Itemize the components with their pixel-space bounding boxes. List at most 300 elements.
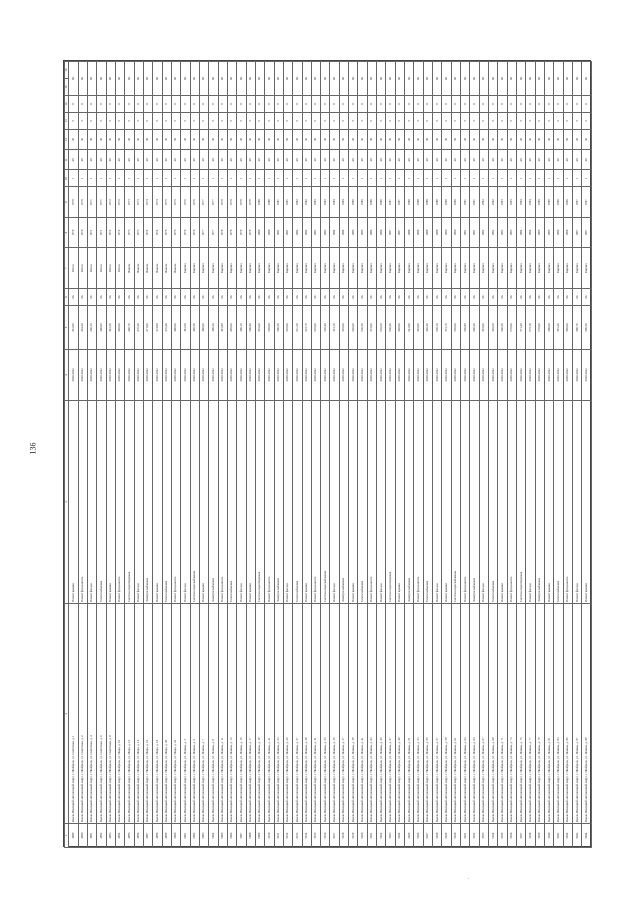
cell-ka: 66 [517,289,526,306]
cell-c4: 5 [209,112,218,129]
cell-y2: 1990 [442,187,451,217]
cell-y2: 1994 [517,187,526,217]
table-row [69,62,78,848]
cell-c4: 5 [274,112,283,129]
cell-c6: 60 [377,62,386,96]
cell-y1: 1972 [115,217,124,247]
table-body [69,62,592,848]
cell-cost: 491,80 [218,305,227,349]
cell-mat: Бетон [115,248,124,289]
cell-c3: 30 [171,129,180,149]
cell-c1: 1 [377,170,386,187]
cell-y1: 1995 [545,217,554,247]
cell-ka: 66 [535,289,544,306]
cell-addr: Ямало-Ненецкий автономный округ, г. Ноябрьск, ул. Ленина, д. 37 [339,604,348,824]
cell-cost: 500,40 [246,305,255,349]
cell-no: 5034 [489,824,498,848]
cell-ka: 66 [367,289,376,306]
table-row [573,62,582,848]
cell-work: Ремонт крыши [395,400,404,603]
cell-c3: 30 [293,129,302,149]
cell-addr: Ямало-Ненецкий автономный округ, г. Ноябрьск, ул. Ленина, д. 47 [386,604,395,824]
cell-c4: 5 [283,112,292,129]
cell-c3: 30 [69,129,78,149]
cell-c6: 60 [535,62,544,96]
cell-c1: 1 [395,170,404,187]
cell-c6: 60 [115,62,124,96]
cell-c4: 5 [517,112,526,129]
cell-c2: 40 [349,150,358,170]
cell-c5: 0 [451,96,460,113]
cell-mat: Кирпич [199,248,208,289]
cell-mat: Кирпич [461,248,470,289]
cell-mat: Кирпич [377,248,386,289]
cell-c4: 5 [330,112,339,129]
cell-c5: 0 [199,96,208,113]
cell-no: 5033 [479,824,488,848]
cell-addr: Ямало-Ненецкий автономный округ, г. Ноябрьск, ул. Мира, д. 16 [143,604,152,824]
cell-c5: 0 [190,96,199,113]
cell-addr: Ямало-Ненецкий автономный округ, г. Ноябрьск, ул. Ленина, д. 15 [237,604,246,824]
cell-c4: 5 [125,112,134,129]
cell-c2: 40 [218,150,227,170]
cell-period: 2020-2022 [423,350,432,401]
table-row [181,62,190,848]
bottom-mark: . [468,876,470,881]
cell-cost: 521,10 [330,305,339,349]
cell-addr: Ямало-Ненецкий автономный округ, г. Ноябрьск, ул. Ленина, д. 77 [526,604,535,824]
table-row [97,62,106,848]
cell-c5: 0 [414,96,423,113]
cell-mat: Бетон [87,248,96,289]
cell-no: 5024 [395,824,404,848]
cell-ka: 66 [395,289,404,306]
cell-c4: 5 [377,112,386,129]
cell-addr: Ямало-Ненецкий автономный округ, г. Ноябрьск, ул. Ленина, д. 85 [563,604,572,824]
cell-period: 2020-2022 [367,350,376,401]
table-row [339,62,348,848]
cell-c6: 60 [545,62,554,96]
cell-y1: 1992 [489,217,498,247]
cell-cost: 520,40 [321,305,330,349]
cell-y1: 1976 [190,217,199,247]
cell-c5: 0 [442,96,451,113]
cell-c5: 0 [293,96,302,113]
cell-y2: 1990 [451,187,460,217]
cell-c5: 0 [545,96,554,113]
table-row [414,62,423,848]
cell-c6: 60 [209,62,218,96]
cell-c2: 40 [171,150,180,170]
cell-cost: 550,10 [433,305,442,349]
cell-c1: 1 [451,170,460,187]
header-col-number: 13 [65,112,69,129]
cell-y1: 1979 [237,217,246,247]
cell-no: 5017 [330,824,339,848]
cell-c3: 30 [395,129,404,149]
cell-c2: 40 [554,150,563,170]
cell-c4: 5 [526,112,535,129]
table-row [255,62,264,848]
cell-work: Ремонт крыши [302,400,311,603]
cell-c4: 5 [535,112,544,129]
cell-c2: 40 [134,150,143,170]
cell-y1: 1997 [573,217,582,247]
cell-c1: 1 [255,170,264,187]
cell-ka: 66 [199,289,208,306]
cell-ka: 66 [405,289,414,306]
cell-c1: 1 [311,170,320,187]
cell-ka: 66 [227,289,236,306]
cell-mat: Бетон [97,248,106,289]
cell-work: Теплоснабжение [227,400,236,603]
cell-c2: 40 [461,150,470,170]
cell-work: Ремонт фасада [377,400,386,603]
cell-y2: 1992 [479,187,488,217]
cell-y2: 1986 [377,187,386,217]
cell-no: 5028 [433,824,442,848]
cell-c1: 1 [143,170,152,187]
cell-cost: 510,00 [283,305,292,349]
cell-c4: 5 [386,112,395,129]
cell-y2: 1982 [293,187,302,217]
table-row [377,62,386,848]
cell-c3: 30 [246,129,255,149]
cell-c4: 5 [162,112,171,129]
cell-c5: 0 [162,96,171,113]
cell-cost: 454,20 [78,305,87,349]
cell-mat: Кирпич [423,248,432,289]
cell-y1: 1973 [125,217,134,247]
cell-no: 4999 [162,824,171,848]
cell-period: 2020-2022 [106,350,115,401]
cell-no: 5042 [563,824,572,848]
cell-c5: 0 [498,96,507,113]
cell-ka: 66 [153,289,162,306]
cell-c1: 1 [517,170,526,187]
cell-mat: Кирпич [489,248,498,289]
cell-y2: 1981 [283,187,292,217]
cell-work: Ремонт фасада [283,400,292,603]
cell-mat: Кирпич [573,248,582,289]
cell-y2: 1991 [470,187,479,217]
cell-period: 2020-2022 [87,350,96,401]
cell-c4: 5 [563,112,572,129]
cell-c6: 60 [358,62,367,96]
cell-addr: Ямало-Ненецкий автономный округ, г. Ноябрьск, ул. Ленина, д. 45 [377,604,386,824]
cell-period: 2020-2022 [209,350,218,401]
cell-c5: 0 [265,96,274,113]
cell-c1: 1 [489,170,498,187]
table-row [489,62,498,848]
cell-c3: 30 [573,129,582,149]
cell-y2: 1977 [199,187,208,217]
cell-cost: 460,00 [97,305,106,349]
cell-c5: 0 [237,96,246,113]
table-row [237,62,246,848]
rotated-table-container [64,61,592,848]
cell-c2: 40 [246,150,255,170]
cell-ka: 66 [470,289,479,306]
cell-c1: 1 [69,170,78,187]
cell-c3: 30 [97,129,106,149]
cell-mat: Кирпич [330,248,339,289]
cell-c6: 60 [87,62,96,96]
cell-work: Ремонт крыши [69,400,78,603]
cell-c2: 40 [153,150,162,170]
cell-c1: 1 [442,170,451,187]
cell-work: Электроснабжение [405,400,414,603]
table-row [199,62,208,848]
cell-c2: 40 [395,150,404,170]
cell-y1: 1997 [582,217,592,247]
cell-c2: 40 [517,150,526,170]
cell-y1: 1978 [227,217,236,247]
cell-y1: 1984 [339,217,348,247]
cell-c6: 60 [423,62,432,96]
cell-c4: 5 [227,112,236,129]
cell-c3: 30 [554,129,563,149]
cell-no: 4991 [87,824,96,848]
cell-c1: 1 [470,170,479,187]
cell-ka: 66 [143,289,152,306]
cell-c2: 40 [582,150,592,170]
cell-c1: 1 [209,170,218,187]
cell-c5: 0 [209,96,218,113]
cell-period: 2020-2022 [321,350,330,401]
cell-c3: 30 [563,129,572,149]
cell-c1: 1 [582,170,592,187]
cell-cost: 566,30 [498,305,507,349]
cell-c6: 60 [414,62,423,96]
cell-c1: 1 [479,170,488,187]
cell-c3: 30 [115,129,124,149]
cell-c1: 1 [461,170,470,187]
table-row [554,62,563,848]
cell-period: 2020-2022 [451,350,460,401]
cell-y1: 1996 [563,217,572,247]
cell-work: Ремонт фасада [87,400,96,603]
cell-no: 5009 [255,824,264,848]
cell-y2: 1970 [69,187,78,217]
cell-period: 2020-2022 [69,350,78,401]
cell-no: 5026 [414,824,423,848]
cell-addr: Ямало-Ненецкий автономный округ, г. Ноябрьск, ул. Ленина, д. 23 [274,604,283,824]
cell-mat: Кирпич [535,248,544,289]
cell-y2: 1971 [97,187,106,217]
cell-c4: 5 [106,112,115,129]
cell-addr: Ямало-Ненецкий автономный округ, г. Ноябрьск, ул. Ленина, д. 71 [498,604,507,824]
cell-work: Система водоснабжения [190,400,199,603]
cell-y2: 1987 [395,187,404,217]
cell-c3: 30 [517,129,526,149]
cell-ka: 66 [423,289,432,306]
cell-no: 5007 [237,824,246,848]
cell-no: 5002 [190,824,199,848]
cell-work: Система водоснабжения [451,400,460,603]
cell-c4: 5 [78,112,87,129]
cell-c4: 5 [405,112,414,129]
table-row [125,62,134,848]
cell-ka: 66 [498,289,507,306]
cell-y2: 1975 [162,187,171,217]
cell-c6: 60 [517,62,526,96]
cell-c5: 0 [479,96,488,113]
cell-addr: Ямало-Ненецкий автономный округ, г. Ноябрьск, ул. Ленина, д. 25 [283,604,292,824]
cell-c5: 0 [255,96,264,113]
cell-c3: 30 [489,129,498,149]
cell-work: Ремонт крыши [199,400,208,603]
cell-cost: 555,00 [451,305,460,349]
cell-c5: 0 [87,96,96,113]
cell-y2: 1970 [78,187,87,217]
cell-c6: 60 [573,62,582,96]
register-sheet [63,60,591,847]
table-row [153,62,162,848]
cell-y2: 1997 [573,187,582,217]
cell-no: 5041 [554,824,563,848]
cell-c3: 30 [545,129,554,149]
cell-y1: 1974 [143,217,152,247]
cell-no: 5010 [265,824,274,848]
cell-c1: 1 [405,170,414,187]
cell-c2: 40 [489,150,498,170]
cell-y2: 1972 [106,187,115,217]
cell-y1: 1991 [470,217,479,247]
cell-c4: 5 [143,112,152,129]
cell-addr: Ямало-Ненецкий автономный округ, г. Ноябрьск, ул. Ленина, д. 5 [190,604,199,824]
cell-mat: Кирпич [237,248,246,289]
cell-c2: 40 [255,150,264,170]
cell-mat: Кирпич [582,248,592,289]
cell-addr: Ямало-Ненецкий автономный округ, г. Ноябрьск, ул. Ленина, д. 73 [507,604,516,824]
cell-c3: 30 [358,129,367,149]
cell-y2: 1979 [237,187,246,217]
cell-c6: 60 [386,62,395,96]
page-number: 136 [28,442,38,455]
table-row [395,62,404,848]
cell-c5: 0 [171,96,180,113]
cell-c5: 0 [489,96,498,113]
cell-period: 2020-2022 [489,350,498,401]
cell-period: 2020-2022 [274,350,283,401]
cell-cost: 551,70 [442,305,451,349]
cell-y1: 1982 [293,217,302,247]
cell-c6: 60 [153,62,162,96]
cell-addr: Ямало-Ненецкий автономный округ, г. Ноябрьск, ул. Ленина, д. 57 [433,604,442,824]
cell-c1: 1 [349,170,358,187]
cell-mat: Кирпич [526,248,535,289]
cell-ka: 66 [339,289,348,306]
cell-c1: 1 [218,170,227,187]
cell-c3: 30 [377,129,386,149]
cell-cost: 505,00 [265,305,274,349]
cell-work: Теплоснабжение [489,400,498,603]
table-row [283,62,292,848]
cell-c1: 1 [330,170,339,187]
cell-ka: 66 [162,289,171,306]
header-col-number: 11 [65,150,69,170]
cell-c5: 0 [507,96,516,113]
cell-addr: Ямало-Ненецкий автономный округ, г. Ноябрьск, ул. Ленина, д. 13 [227,604,236,824]
header-col-number: 10 [65,170,69,187]
table-row [274,62,283,848]
cell-work: Ремонт крыши [246,400,255,603]
cell-c2: 40 [209,150,218,170]
cell-c6: 60 [218,62,227,96]
cell-period: 2020-2022 [442,350,451,401]
table-row [367,62,376,848]
cell-cost: 581,20 [554,305,563,349]
cell-work: Система водоотведения [255,400,264,603]
cell-c4: 5 [69,112,78,129]
cell-c4: 5 [470,112,479,129]
cell-mat: Панель [153,248,162,289]
header-col-number: 6 [65,289,69,306]
cell-c2: 40 [377,150,386,170]
cell-work: Ремонт фасада [181,400,190,603]
cell-c1: 1 [535,170,544,187]
cell-c2: 40 [87,150,96,170]
cell-mat: Кирпич [395,248,404,289]
cell-ka: 66 [321,289,330,306]
cell-mat: Бетон [106,248,115,289]
cell-period: 2020-2022 [517,350,526,401]
header-col-number: 16 [65,62,69,79]
cell-c6: 60 [293,62,302,96]
cell-c2: 40 [339,150,348,170]
cell-c1: 1 [526,170,535,187]
cell-c6: 60 [451,62,460,96]
cell-addr: Ямало-Ненецкий автономный округ, г. Ноябрьск, ул. Ленина, д. 17 [246,604,255,824]
table-row [479,62,488,848]
cell-y2: 1992 [489,187,498,217]
cell-ka: 66 [311,289,320,306]
cell-c6: 60 [339,62,348,96]
cell-c5: 0 [563,96,572,113]
cell-mat: Кирпич [349,248,358,289]
cell-no: 5044 [582,824,592,848]
cell-c6: 60 [199,62,208,96]
cell-no: 4994 [115,824,124,848]
cell-mat: Кирпич [386,248,395,289]
cell-y1: 1977 [199,217,208,247]
cell-c4: 5 [461,112,470,129]
cell-ka: 66 [479,289,488,306]
cell-c5: 0 [134,96,143,113]
cell-mat: Кирпич [255,248,264,289]
cell-addr: Ямало-Ненецкий автономный округ, г. Ноябрьск, ул. Ленина, д. 27 [293,604,302,824]
cell-no: 4997 [143,824,152,848]
cell-work: Ремонт крыши [106,400,115,603]
cell-c4: 5 [545,112,554,129]
table-row [498,62,507,848]
cell-work: Ремонт фундамента [265,400,274,603]
cell-no: 4996 [134,824,143,848]
cell-y2: 1978 [227,187,236,217]
cell-c3: 30 [265,129,274,149]
cell-y1: 1985 [358,217,367,247]
cell-y2: 1995 [535,187,544,217]
cell-y1: 1994 [517,217,526,247]
cell-period: 2020-2022 [311,350,320,401]
cell-c3: 30 [190,129,199,149]
cell-c1: 1 [283,170,292,187]
cell-y1: 1991 [461,217,470,247]
cell-c5: 0 [377,96,386,113]
cell-c5: 0 [573,96,582,113]
cell-y1: 1987 [386,217,395,247]
